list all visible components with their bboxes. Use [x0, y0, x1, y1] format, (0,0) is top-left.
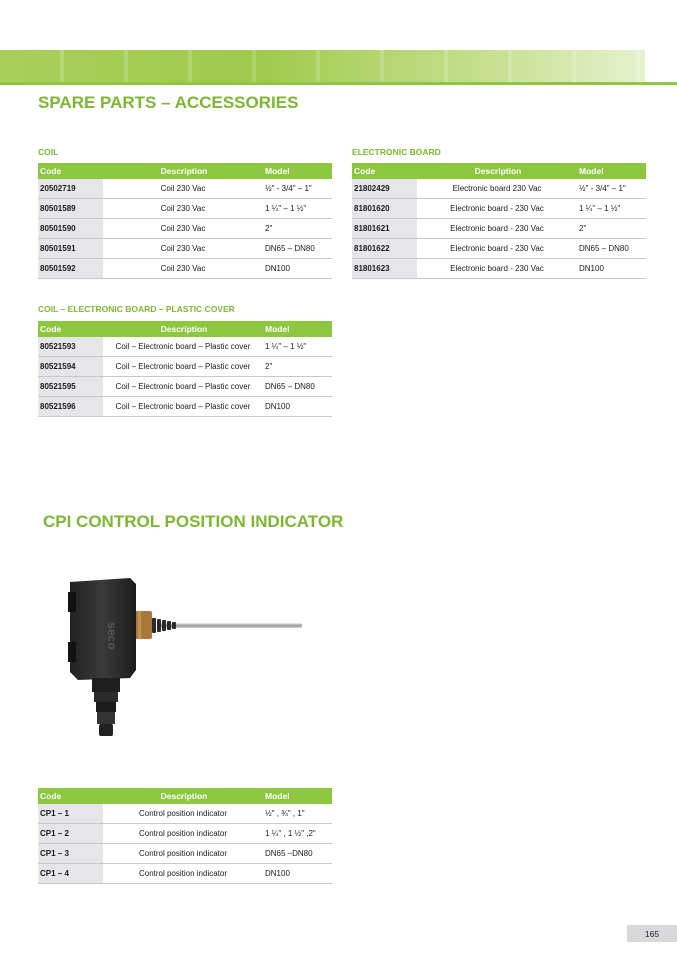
description-cell: Control position indicator [103, 864, 263, 884]
description-cell: Coil 230 Vac [103, 199, 263, 219]
description-cell: Coil – Electronic board – Plastic cover [103, 357, 263, 377]
description-cell: Control position indicator [103, 844, 263, 864]
model-cell: 1 ¼" – 1 ½" [577, 199, 646, 219]
description-cell: Electronic board - 230 Vac [417, 259, 577, 279]
description-cell: Coil – Electronic board – Plastic cover [103, 397, 263, 417]
model-cell: DN65 –DN80 [263, 844, 332, 864]
description-cell: Coil 230 Vac [103, 239, 263, 259]
description-cell: Electronic board 230 Vac [417, 179, 577, 199]
table-header-row [38, 788, 332, 804]
header-rule [0, 82, 677, 85]
header-description: Description [103, 163, 263, 179]
table-row [38, 259, 332, 279]
header-model: Model [577, 163, 646, 179]
model-cell: DN100 [577, 259, 646, 279]
table-row [38, 199, 332, 219]
coil-table [38, 163, 332, 279]
header-code: Code [38, 321, 103, 337]
indicator-housing [70, 578, 136, 680]
plastic-cover-table [38, 321, 332, 417]
plastic-cover-table-title: COIL – ELECTRONIC BOARD – PLASTIC COVER [38, 304, 235, 314]
code-cell: 21802429 [352, 179, 417, 199]
description-cell: Coil 230 Vac [103, 219, 263, 239]
model-cell: 1 ¼" – 1 ½" [263, 337, 332, 357]
code-cell: 80501591 [38, 239, 103, 259]
cpi-table [38, 788, 332, 884]
table-header-row [352, 163, 646, 179]
bellows [152, 618, 176, 633]
brass-fitting [134, 611, 152, 639]
code-cell: 80501589 [38, 199, 103, 219]
header-model: Model [263, 321, 332, 337]
code-cell: 80521595 [38, 377, 103, 397]
table-row [38, 864, 332, 884]
model-cell: 2" [577, 219, 646, 239]
model-cell: DN100 [263, 397, 332, 417]
table-row [352, 179, 646, 199]
table-header-row [38, 321, 332, 337]
description-cell: Electronic board - 230 Vac [417, 199, 577, 219]
code-cell: 81801620 [352, 199, 417, 219]
table-row [38, 844, 332, 864]
table-row [38, 824, 332, 844]
model-cell: ½" - 3/4" – 1" [263, 179, 332, 199]
header-code: Code [352, 163, 417, 179]
model-cell: 1 ¼" , 1 ½" ,2" [263, 824, 332, 844]
code-cell: CP1 – 1 [38, 804, 103, 824]
code-cell: 80521594 [38, 357, 103, 377]
code-cell: CP1 – 2 [38, 824, 103, 844]
housing-logo: seco [105, 622, 119, 650]
description-cell: Electronic board - 230 Vac [417, 219, 577, 239]
cpi-section-title: CPI CONTROL POSITION INDICATOR [43, 512, 344, 531]
model-cell: 2" [263, 219, 332, 239]
table-row [38, 337, 332, 357]
code-cell: 81801622 [352, 239, 417, 259]
description-cell: Electronic board - 230 Vac [417, 239, 577, 259]
model-cell: 1 ¼" – 1 ½" [263, 199, 332, 219]
code-cell: 80501592 [38, 259, 103, 279]
description-cell: Coil 230 Vac [103, 259, 263, 279]
header-model: Model [263, 163, 332, 179]
table-row [352, 199, 646, 219]
table-row [38, 357, 332, 377]
page-title: SPARE PARTS – ACCESSORIES [38, 93, 299, 112]
model-cell: DN65 – DN80 [263, 377, 332, 397]
model-cell: DN100 [263, 864, 332, 884]
cable-gland [92, 678, 120, 692]
header-code: Code [38, 788, 103, 804]
model-cell: ½" , ¾" , 1" [263, 804, 332, 824]
table-row [38, 179, 332, 199]
header-code: Code [38, 163, 103, 179]
code-cell: 80521593 [38, 337, 103, 357]
electronic-board-table-title: ELECTRONIC BOARD [352, 147, 441, 157]
code-cell: 80501590 [38, 219, 103, 239]
coil-table-title: COIL [38, 147, 59, 157]
description-cell: Coil 230 Vac [103, 179, 263, 199]
header-description: Description [103, 788, 263, 804]
table-row [352, 239, 646, 259]
control-position-indicator-image [60, 570, 310, 760]
code-cell: CP1 – 4 [38, 864, 103, 884]
code-cell: 80521596 [38, 397, 103, 417]
table-row [352, 259, 646, 279]
description-cell: Coil – Electronic board – Plastic cover [103, 337, 263, 357]
table-row [38, 397, 332, 417]
model-cell: ½" - 3/4" – 1" [577, 179, 646, 199]
header-banner [0, 50, 645, 82]
code-cell: 20502719 [38, 179, 103, 199]
description-cell: Control position indicator [103, 824, 263, 844]
model-cell: DN65 – DN80 [263, 239, 332, 259]
header-model: Model [263, 788, 332, 804]
model-cell: DN65 – DN80 [577, 239, 646, 259]
description-cell: Coil – Electronic board – Plastic cover [103, 377, 263, 397]
header-description: Description [417, 163, 577, 179]
table-row [38, 219, 332, 239]
table-row [38, 377, 332, 397]
code-cell: 81801623 [352, 259, 417, 279]
model-cell: DN100 [263, 259, 332, 279]
table-row [38, 804, 332, 824]
page-number: 165 [627, 925, 677, 942]
header-description: Description [103, 321, 263, 337]
code-cell: 81801621 [352, 219, 417, 239]
code-cell: CP1 – 3 [38, 844, 103, 864]
probe-rod [160, 623, 302, 628]
table-header-row [38, 163, 332, 179]
electronic-board-table [352, 163, 646, 279]
table-row [38, 239, 332, 259]
description-cell: Control position indicator [103, 804, 263, 824]
model-cell: 2" [263, 357, 332, 377]
table-row [352, 219, 646, 239]
